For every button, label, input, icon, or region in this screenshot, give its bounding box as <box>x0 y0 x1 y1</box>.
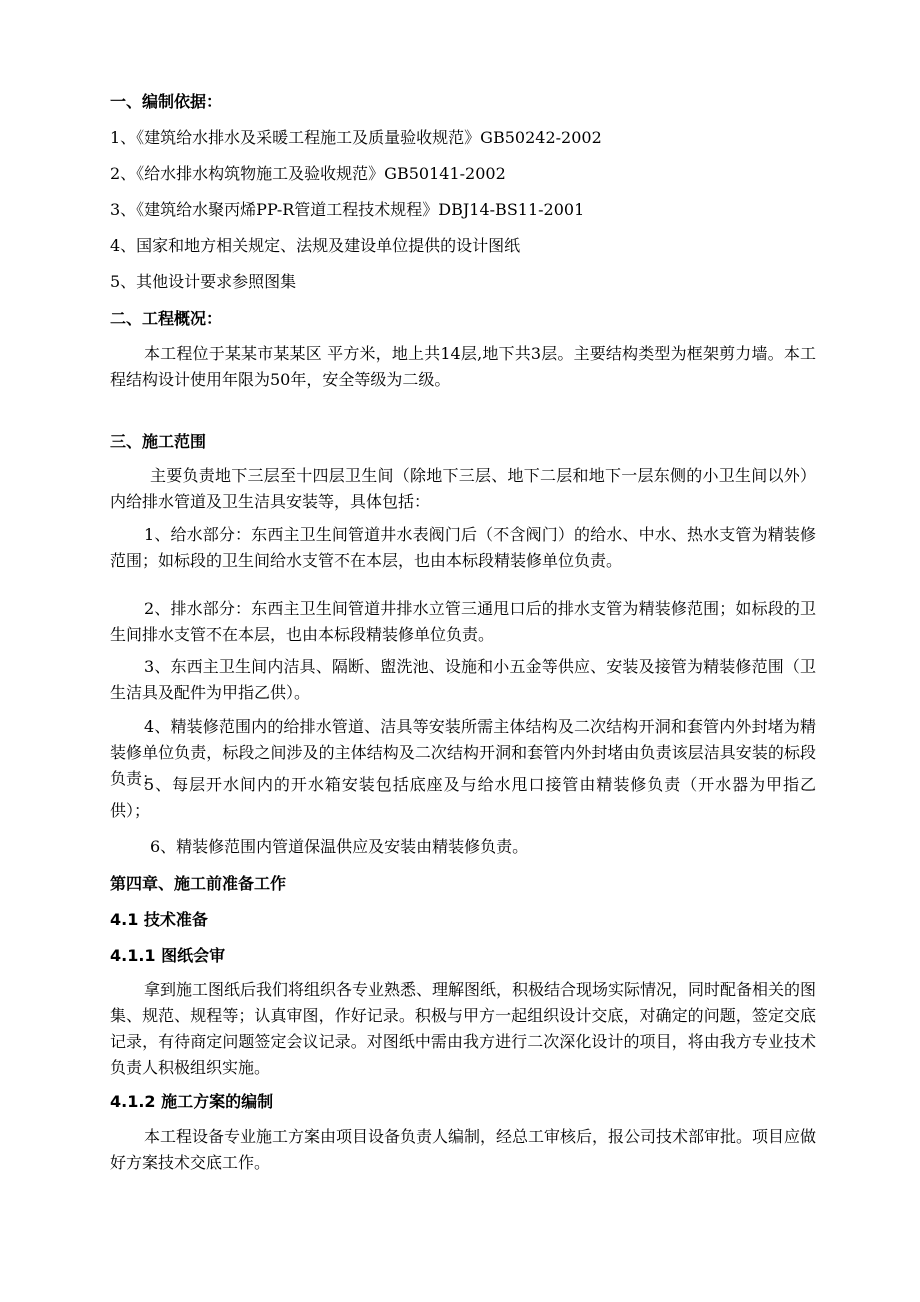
heading-4-1-1: 4.1.1 图纸会审 <box>110 946 226 965</box>
scope-item-3: 3、东西主卫生间内洁具、隔断、盥洗池、设施和小五金等供应、安装及接管为精装修范围（卫生洁具及配件为甲指乙供）。 <box>110 657 816 702</box>
scope-item-6: 6、精装修范围内管道保温供应及安装由精装修负责。 <box>150 837 529 856</box>
heading-4-1-2: 4.1.2 施工方案的编制 <box>110 1092 274 1111</box>
section-heading-scope: 三、施工范围 <box>110 432 207 451</box>
scope-item-5: 5、每层开水间内的开水箱安装包括底座及与给水甩口接管由精装修负责（开水器为甲指乙供）； <box>110 775 816 820</box>
section-heading-basis: 一、编制依据： <box>110 92 223 111</box>
basis-item-1: 1、《建筑给水排水及采暖工程施工及质量验收规范》GB50242-2002 <box>110 128 602 147</box>
paragraph-4-1-1: 拿到施工图纸后我们将组织各专业熟悉、理解图纸，积极结合现场实际情况，同时配备相关的图集、规范、规程等；认真审图，作好记录。积极与甲方一起组织设计交底，对确定的问题，签定交底记录，有待商定问题签定会议记录。对图纸中需由我方进行二次深化设计的项目，将由我方专业技术负责人积极组织实施。 <box>110 980 817 1077</box>
paragraph-4-1-2: 本工程设备专业施工方案由项目设备负责人编制，经总工审核后，报公司技术部审批。项目应做好方案技术交底工作。 <box>110 1127 817 1172</box>
overview-paragraph: 本工程位于某某市某某区 平方米，地上共14层,地下共3层。主要结构类型为框架剪力墙。本工程结构设计使用年限为50年，安全等级为二级。 <box>110 344 816 389</box>
scope-item-1: 1、给水部分：东西主卫生间管道井水表阀门后（不含阀门）的给水、中水、热水支管为精装修范围；如标段的卫生间给水支管不在本层，也由本标段精装修单位负责。 <box>110 525 816 570</box>
basis-item-3: 3、《建筑给水聚丙烯PP-R管道工程技术规程》DBJ14-BS11-2001 <box>110 200 585 219</box>
chapter-heading-preparation: 第四章、施工前准备工作 <box>110 874 287 893</box>
section-heading-overview: 二、工程概况： <box>110 309 223 328</box>
heading-4-1: 4.1 技术准备 <box>110 910 208 929</box>
scope-item-4: 4、精装修范围内的给排水管道、洁具等安装所需主体结构及二次结构开洞和套管内外封堵为精装修单位负责，标段之间涉及的主体结构及二次结构开洞和套管内外封堵由负责该层洁具安装的标段负责； <box>110 717 816 788</box>
basis-item-5: 5、其他设计要求参照图集 <box>110 272 297 291</box>
basis-item-4: 4、国家和地方相关规定、法规及建设单位提供的设计图纸 <box>110 236 521 255</box>
basis-item-2: 2、《给水排水构筑物施工及验收规范》GB50141-2002 <box>110 164 506 183</box>
scope-item-2: 2、排水部分：东西主卫生间管道井排水立管三通甩口后的排水支管为精装修范围；如标段的卫生间排水支管不在本层，也由本标段精装修单位负责。 <box>110 599 816 644</box>
scope-intro: 主要负责地下三层至十四层卫生间（除地下三层、地下二层和地下一层东侧的小卫生间以外）内给排水管道及卫生洁具安装等，具体包括： <box>110 466 816 511</box>
